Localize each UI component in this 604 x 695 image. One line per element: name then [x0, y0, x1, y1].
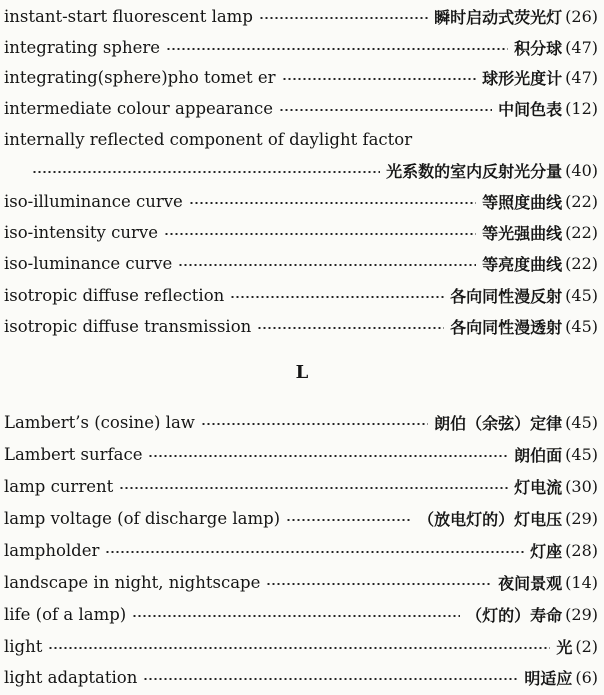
entry-term: Lambert surface [4, 444, 143, 464]
index-entry [4, 62, 598, 92]
entry-page-ref: (28) [565, 540, 598, 560]
entry-translation: 灯电流 [514, 477, 563, 497]
index-entry-continuation [4, 155, 598, 185]
entry-term: lamp current [4, 476, 114, 496]
index-entry [4, 280, 598, 310]
entry-page-ref: (6) [575, 667, 598, 687]
index-entry [4, 535, 598, 565]
entry-page-ref: (2) [575, 636, 598, 656]
dot-leader [286, 519, 412, 521]
entry-page-ref: (14) [565, 572, 598, 592]
entry-page-ref: (22) [565, 191, 598, 211]
index-entry [4, 93, 598, 123]
entry-translation: 等照度曲线 [482, 192, 563, 212]
entry-term: Lambert’s (cosine) law [4, 412, 195, 432]
entry-translation: 各向同性漫反射 [450, 286, 563, 306]
entry-page-ref: (47) [565, 37, 598, 57]
dot-leader [201, 423, 428, 425]
entry-translation: 球形光度计 [482, 68, 563, 88]
dot-leader [143, 678, 518, 680]
entry-page-ref: (12) [565, 98, 598, 118]
entry-translation: 明适应 [524, 668, 573, 688]
dot-leader [32, 171, 380, 173]
entry-term: intermediate colour appearance [4, 98, 273, 118]
index-entry [4, 567, 598, 597]
entry-translation: 各向同性漫透射 [450, 317, 563, 337]
entry-translation: 灯座 [530, 541, 563, 561]
index-entry [4, 1, 598, 31]
dot-leader [282, 78, 477, 80]
entry-term: isotropic diffuse transmission [4, 316, 252, 336]
entry-page-ref: (29) [565, 508, 598, 528]
entry-term: isotropic diffuse reflection [4, 285, 225, 305]
index-entry [4, 471, 598, 501]
index-entry [4, 599, 598, 629]
index-entry [4, 407, 598, 437]
entry-translation: 瞬时启动式荧光灯 [434, 7, 563, 27]
entry-translation: 光 [556, 637, 573, 657]
index-entry [4, 631, 598, 661]
entry-translation: 等光强曲线 [482, 223, 563, 243]
dot-leader [259, 17, 428, 19]
entry-term: internally reflected component of daylight factor [4, 129, 413, 149]
entry-page-ref: (26) [565, 6, 598, 26]
index-entry-heading-line [4, 124, 598, 154]
section-letter-heading: L [295, 362, 309, 383]
entry-translation: 朗伯面 [514, 445, 563, 465]
entry-translation: （放电灯的）灯电压 [418, 509, 563, 529]
entry-term: light [4, 636, 43, 656]
dot-leader [178, 264, 476, 266]
entry-term: instant-start fluorescent lamp [4, 6, 253, 26]
entry-term: integrating sphere [4, 37, 161, 57]
dot-leader [230, 296, 444, 298]
dot-leader [132, 615, 460, 617]
entry-term: lamp voltage (of discharge lamp) [4, 508, 281, 528]
index-entry [4, 439, 598, 469]
dot-leader [279, 109, 492, 111]
entry-translation: 等亮度曲线 [482, 254, 563, 274]
entry-page-ref: (22) [565, 253, 598, 273]
entry-term: iso-luminance curve [4, 253, 173, 273]
entry-term: landscape in night, nightscape [4, 572, 261, 592]
index-entry [4, 186, 598, 216]
entry-term: life (of a lamp) [4, 604, 127, 624]
dot-leader [148, 455, 508, 457]
entry-translation: 朗伯（余弦）定律 [434, 413, 563, 433]
index-entry [4, 503, 598, 533]
index-entry [4, 217, 598, 247]
entry-translation: （灯的）寿命 [466, 605, 563, 625]
dot-leader [105, 551, 524, 553]
dot-leader [119, 487, 508, 489]
index-entry [4, 311, 598, 341]
entry-page-ref: (22) [565, 222, 598, 242]
entry-page-ref: (30) [565, 476, 598, 496]
entry-translation: 光系数的室内反射光分量 [386, 161, 563, 181]
entry-page-ref: (45) [565, 444, 598, 464]
dot-leader [166, 48, 508, 50]
dot-leader [164, 233, 476, 235]
entry-page-ref: (29) [565, 604, 598, 624]
entry-term: iso-illuminance curve [4, 191, 183, 211]
dot-leader [266, 583, 492, 585]
index-entry [4, 662, 598, 692]
dot-leader [257, 327, 444, 329]
entry-translation: 积分球 [514, 38, 563, 58]
entry-term: light adaptation [4, 667, 138, 687]
entry-translation: 中间色表 [498, 99, 563, 119]
index-entry [4, 248, 598, 278]
entry-translation: 夜间景观 [498, 573, 563, 593]
entry-page-ref: (40) [565, 160, 598, 180]
entry-page-ref: (45) [565, 412, 598, 432]
index-entry [4, 32, 598, 62]
entry-page-ref: (47) [565, 67, 598, 87]
entry-term: lampholder [4, 540, 100, 560]
entry-term: iso-intensity curve [4, 222, 158, 242]
entry-page-ref: (45) [565, 316, 598, 336]
dot-leader [189, 202, 476, 204]
entry-term: integrating(sphere)pho tomet er [4, 67, 276, 87]
dot-leader [48, 647, 550, 649]
entry-page-ref: (45) [565, 285, 598, 305]
